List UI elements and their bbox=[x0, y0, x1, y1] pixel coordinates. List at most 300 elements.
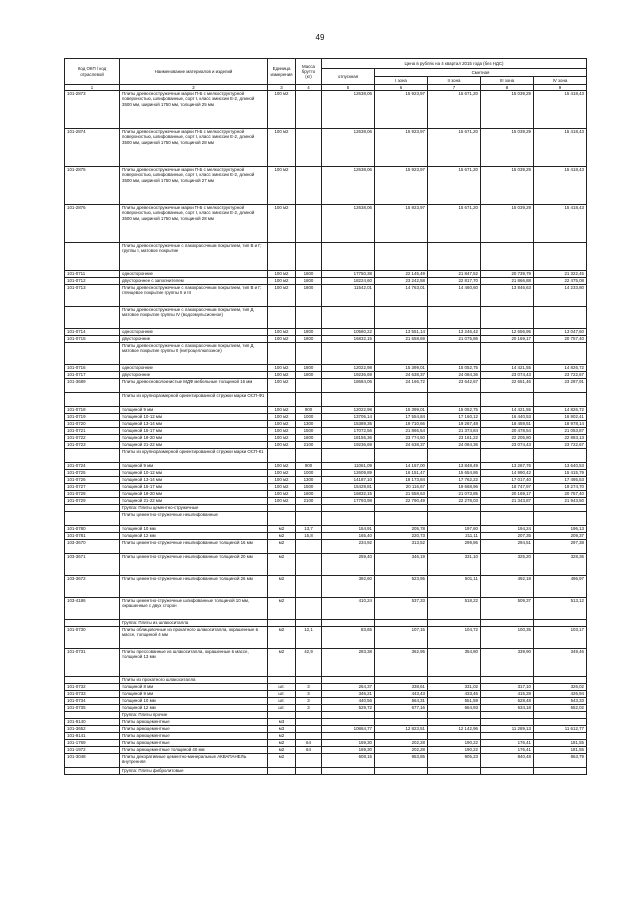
cell-name: Плиты армоцементные bbox=[120, 733, 268, 740]
cell-release: 12022,98 bbox=[322, 365, 375, 372]
cell-release: 16832,15 bbox=[322, 491, 375, 498]
cell-unit: шт. bbox=[268, 698, 296, 705]
cell-name: односторонние bbox=[120, 365, 268, 372]
cell-zone2 bbox=[428, 307, 481, 329]
cell-code: 101-0780 bbox=[65, 526, 120, 533]
table-row bbox=[65, 649, 587, 677]
cell-unit: 100 м2 bbox=[268, 278, 296, 285]
cell-unit: м2 bbox=[268, 733, 296, 740]
table-row bbox=[65, 754, 587, 768]
cell-zone3: 294,51 bbox=[481, 540, 534, 554]
cell-mass bbox=[296, 726, 322, 733]
cell-mass bbox=[296, 719, 322, 726]
cell-zone4: 23 722,67 bbox=[534, 372, 587, 379]
cell-mass: 1000 bbox=[296, 414, 322, 421]
cell-zone4 bbox=[534, 719, 587, 726]
cell-zone3: 15 039,29 bbox=[481, 129, 534, 167]
table-row bbox=[65, 712, 587, 719]
cell-unit bbox=[268, 393, 296, 407]
cell-release: 11542,01 bbox=[322, 285, 375, 307]
cell-zone1 bbox=[375, 733, 428, 740]
cell-release: 346,21 bbox=[322, 691, 375, 698]
cell-unit: 100 м2 bbox=[268, 285, 296, 307]
cell-mass bbox=[296, 243, 322, 271]
cell-unit: м3 bbox=[268, 726, 296, 733]
cell-zone2: 354,80 bbox=[428, 649, 481, 677]
cell-mass: 13,7 bbox=[296, 526, 322, 533]
cell-release: 440,56 bbox=[322, 698, 375, 705]
cell-unit: м2 bbox=[268, 747, 296, 754]
index-cell: 3 bbox=[268, 85, 296, 91]
cell-zone1: 677,16 bbox=[375, 705, 428, 712]
table-row bbox=[65, 477, 587, 484]
cell-zone3: 176,41 bbox=[481, 747, 534, 754]
cell-name: Плиты декоративные цементно-минеральные АКВАПАНЕЛЬ внутренняя bbox=[120, 754, 268, 768]
cell-release bbox=[322, 620, 375, 627]
cell-zone2: 13 246,42 bbox=[428, 329, 481, 336]
index-cell: 9 bbox=[534, 85, 587, 91]
cell-zone1: 15 923,97 bbox=[375, 205, 428, 243]
cell-zone3: 12 656,95 bbox=[481, 329, 534, 336]
cell-code: 101-0718 bbox=[65, 407, 120, 414]
cell-zone2: 17 762,22 bbox=[428, 477, 481, 484]
cell-mass: 1300 bbox=[296, 421, 322, 428]
cell-zone4: 18 978,14 bbox=[534, 421, 587, 428]
cell-code: 101-1769 bbox=[65, 740, 120, 747]
cell-unit: 100 м2 bbox=[268, 372, 296, 379]
cell-zone3: 176,41 bbox=[481, 740, 534, 747]
cell-zone1: 15 399,01 bbox=[375, 407, 428, 414]
cell-zone1: 24 638,37 bbox=[375, 442, 428, 449]
cell-code: 101-0721 bbox=[65, 428, 120, 435]
cell-mass bbox=[296, 733, 322, 740]
table-row bbox=[65, 733, 587, 740]
index-cell: 2 bbox=[120, 85, 268, 91]
cell-unit: м2 bbox=[268, 533, 296, 540]
cell-zone3 bbox=[481, 505, 534, 512]
cell-name: Плиты цементно-стружечные нешлифованные bbox=[120, 512, 268, 526]
cell-zone4: 15 418,43 bbox=[534, 91, 587, 129]
cell-zone1 bbox=[375, 512, 428, 526]
cell-zone3 bbox=[481, 719, 534, 726]
cell-release: 16832,15 bbox=[322, 336, 375, 343]
cell-release: 12609,89 bbox=[322, 470, 375, 477]
cell-mass bbox=[296, 205, 322, 243]
cell-code bbox=[65, 768, 120, 775]
cell-unit: шт. bbox=[268, 684, 296, 691]
cell-code: 101-0725 bbox=[65, 470, 120, 477]
cell-zone2: 12 142,96 bbox=[428, 726, 481, 733]
cell-zone4: 349,46 bbox=[534, 649, 587, 677]
cell-zone4: 652,02 bbox=[534, 705, 587, 712]
cell-zone4: 326,02 bbox=[534, 684, 587, 691]
cell-zone3 bbox=[481, 449, 534, 463]
cell-zone4: 103,17 bbox=[534, 627, 587, 649]
cell-zone3: 194,24 bbox=[481, 526, 534, 533]
cell-name: Плиты древесностружечные с лакокрасочным покрытием, тип В и Г, глянцевое покрытие группы II и III bbox=[120, 285, 268, 307]
cell-name: Плиты цементно-стружечные нешлифованные толщиной 26 мм bbox=[120, 576, 268, 598]
cell-zone3 bbox=[481, 768, 534, 775]
table-row bbox=[65, 719, 587, 726]
cell-unit: м2 bbox=[268, 598, 296, 620]
cell-name: толщиной 10-12 мм bbox=[120, 470, 268, 477]
cell-zone2: 331,02 bbox=[428, 684, 481, 691]
cell-code: 101-0732 bbox=[65, 684, 120, 691]
table-row bbox=[65, 329, 587, 336]
cell-zone1: 15 399,01 bbox=[375, 365, 428, 372]
cell-code: 101-0730 bbox=[65, 627, 120, 649]
cell-release bbox=[322, 243, 375, 271]
cell-zone3 bbox=[481, 393, 534, 407]
cell-zone4 bbox=[534, 449, 587, 463]
cell-name: Группа: Плиты цементно-стружечные bbox=[120, 505, 268, 512]
cell-release: 18155,36 bbox=[322, 435, 375, 442]
cell-name: толщиной 21-22 мм bbox=[120, 442, 268, 449]
cell-zone4 bbox=[534, 733, 587, 740]
cell-name: Плиты древесностружечные марки П-Б с мелкоструктурной поверхностью, шлифованные, сорт I, класс эмиссии Е-2, длиной 3500 мм, шириной 1750 мм, толщиной 25 мм bbox=[120, 91, 268, 129]
cell-code bbox=[65, 620, 120, 627]
cell-release bbox=[322, 768, 375, 775]
cell-name: Плиты древесностружечные марки П-Б с мелкоструктурной поверхностью, шлифованные, сорт I, класс эмиссии Е-2, длиной 3500 мм, шириной 1750 мм, толщиной 28 мм bbox=[120, 205, 268, 243]
cell-zone1: 202,28 bbox=[375, 747, 428, 754]
cell-code bbox=[65, 712, 120, 719]
col-unit: Единица измерения bbox=[268, 59, 296, 85]
cell-mass bbox=[296, 91, 322, 129]
table-row bbox=[65, 576, 587, 598]
index-cell: 4 bbox=[296, 85, 322, 91]
cell-unit bbox=[268, 512, 296, 526]
cell-code: 101-0726 bbox=[65, 477, 120, 484]
cell-release: 392,60 bbox=[322, 576, 375, 598]
table-row bbox=[65, 435, 587, 442]
cell-mass bbox=[296, 677, 322, 684]
cell-zone1 bbox=[375, 449, 428, 463]
col-estimate: Сметная bbox=[375, 69, 587, 77]
cell-zone4: 20 757,40 bbox=[534, 336, 587, 343]
cell-unit bbox=[268, 449, 296, 463]
cell-mass: 900 bbox=[296, 463, 322, 470]
table-row bbox=[65, 512, 587, 526]
cell-release: 169,30 bbox=[322, 747, 375, 754]
table-row bbox=[65, 428, 587, 435]
cell-zone2: 22 817,70 bbox=[428, 278, 481, 285]
cell-zone2: 22 278,03 bbox=[428, 498, 481, 505]
cell-zone4: 209,37 bbox=[534, 533, 587, 540]
cell-zone4: 543,33 bbox=[534, 698, 587, 705]
cell-code: 101-0735 bbox=[65, 705, 120, 712]
cell-unit: м3 bbox=[268, 719, 296, 726]
cell-unit: м2 bbox=[268, 754, 296, 768]
cell-zone1: 346,19 bbox=[375, 554, 428, 576]
cell-zone4: 496,97 bbox=[534, 576, 587, 598]
cell-zone1: 12 823,51 bbox=[375, 726, 428, 733]
cell-zone1: 22 790,49 bbox=[375, 498, 428, 505]
cell-zone4: 863,79 bbox=[534, 754, 587, 768]
cell-unit bbox=[268, 712, 296, 719]
page-number: 49 bbox=[315, 33, 325, 42]
cell-zone1: 107,15 bbox=[375, 627, 428, 649]
cell-mass: 3 bbox=[296, 698, 322, 705]
cell-name: односторонние bbox=[120, 271, 268, 278]
cell-zone2 bbox=[428, 733, 481, 740]
cell-unit: 100 м2 bbox=[268, 435, 296, 442]
cell-zone2: 15 052,75 bbox=[428, 365, 481, 372]
cell-zone3: 840,48 bbox=[481, 754, 534, 768]
cell-unit bbox=[268, 243, 296, 271]
cell-zone2: 197,60 bbox=[428, 526, 481, 533]
cell-zone2 bbox=[428, 243, 481, 271]
table-row bbox=[65, 533, 587, 540]
cell-zone3 bbox=[481, 620, 534, 627]
cell-zone2: 905,23 bbox=[428, 754, 481, 768]
table-row bbox=[65, 365, 587, 372]
cell-zone4: 15 418,43 bbox=[534, 129, 587, 167]
cell-name: односторонние bbox=[120, 329, 268, 336]
cell-zone4: 181,55 bbox=[534, 740, 587, 747]
cell-mass: 1300 bbox=[296, 477, 322, 484]
cell-code bbox=[65, 393, 120, 407]
table-row bbox=[65, 620, 587, 627]
cell-release: 283,38 bbox=[322, 649, 375, 677]
cell-zone1: 338,61 bbox=[375, 684, 428, 691]
cell-zone2: 518,22 bbox=[428, 598, 481, 620]
cell-unit: 100 м2 bbox=[268, 477, 296, 484]
cell-code: 101-0724 bbox=[65, 463, 120, 470]
cell-zone2 bbox=[428, 449, 481, 463]
cell-zone1: 20 116,67 bbox=[375, 484, 428, 491]
cell-release: 12638,06 bbox=[322, 129, 375, 167]
cell-unit: 100 м2 bbox=[268, 442, 296, 449]
cell-unit: 100 м2 bbox=[268, 470, 296, 477]
cell-code bbox=[65, 505, 120, 512]
cell-zone4: 16 902,41 bbox=[534, 414, 587, 421]
cell-mass: 2100 bbox=[296, 442, 322, 449]
cell-code: 101-0719 bbox=[65, 414, 120, 421]
cell-unit: шт. bbox=[268, 705, 296, 712]
cell-zone1: 21 558,69 bbox=[375, 336, 428, 343]
cell-mass bbox=[296, 129, 322, 167]
cell-unit: м2 bbox=[268, 740, 296, 747]
cell-zone3: 23 074,43 bbox=[481, 442, 534, 449]
cell-zone3: 339,90 bbox=[481, 649, 534, 677]
cell-name: Плиты древесностружечные марки П-Б с мелкоструктурной поверхностью, шлифованные, сорт I, класс эмиссии Е-2, длиной 3500 мм, шириной 1750 мм, толщиной 28 мм bbox=[120, 129, 268, 167]
cell-name: Плиты прессованные из шлакоситалла, окрашенные в массе, толщиной 13 мм bbox=[120, 649, 268, 677]
cell-zone4: 196,13 bbox=[534, 526, 587, 533]
cell-code: 101-2876 bbox=[65, 205, 120, 243]
cell-name: толщиной 12 мм bbox=[120, 705, 268, 712]
cell-mass bbox=[296, 712, 322, 719]
cell-mass bbox=[296, 768, 322, 775]
cell-unit: 100 м2 bbox=[268, 491, 296, 498]
cell-name: Плиты армоцементные толщиной 40 мм bbox=[120, 747, 268, 754]
cell-name: Плиты древесностружечные с лакокрасочным покрытием, тип В и Г, группы I, матовое покрытие bbox=[120, 243, 268, 271]
cell-zone2: 15 671,20 bbox=[428, 91, 481, 129]
cell-zone2: 15 654,86 bbox=[428, 470, 481, 477]
cell-zone4: 181,55 bbox=[534, 747, 587, 754]
cell-release: 17750,38 bbox=[322, 271, 375, 278]
cell-mass: 3 bbox=[296, 691, 322, 698]
cell-code: 101-1972 bbox=[65, 747, 120, 754]
cell-release: 10580,22 bbox=[322, 329, 375, 336]
cell-code: 101-0714 bbox=[65, 329, 120, 336]
cell-unit: 100 м2 bbox=[268, 484, 296, 491]
cell-release bbox=[322, 677, 375, 684]
table-row bbox=[65, 91, 587, 129]
cell-code: 101-2875 bbox=[65, 167, 120, 205]
cell-code: 101-0722 bbox=[65, 435, 120, 442]
cell-zone3 bbox=[481, 712, 534, 719]
cell-zone4: 426,94 bbox=[534, 691, 587, 698]
cell-zone1: 15 923,97 bbox=[375, 167, 428, 205]
cell-zone4 bbox=[534, 677, 587, 684]
cell-code: 101-3689 bbox=[65, 379, 120, 393]
cell-zone3: 16 440,53 bbox=[481, 414, 534, 421]
cell-unit bbox=[268, 307, 296, 329]
cell-mass bbox=[296, 167, 322, 205]
cell-zone1 bbox=[375, 677, 428, 684]
price-table bbox=[64, 58, 587, 775]
cell-zone2: 13 848,49 bbox=[428, 463, 481, 470]
cell-zone1: 202,28 bbox=[375, 740, 428, 747]
cell-zone2 bbox=[428, 712, 481, 719]
cell-unit: м2 bbox=[268, 526, 296, 533]
cell-zone2: 23 161,22 bbox=[428, 435, 481, 442]
cell-zone3: 415,28 bbox=[481, 691, 534, 698]
cell-zone1: 14 167,00 bbox=[375, 463, 428, 470]
cell-name: толщиной 8 мм bbox=[120, 684, 268, 691]
cell-zone3: 18 459,51 bbox=[481, 421, 534, 428]
cell-code: 101-3048 bbox=[65, 754, 120, 768]
cell-name: толщиной 9 мм bbox=[120, 691, 268, 698]
cell-zone4 bbox=[534, 712, 587, 719]
table-row bbox=[65, 505, 587, 512]
cell-name: Плиты из крупноразмерной ориентированной стружки марки ОСП-Ф1 bbox=[120, 393, 268, 407]
cell-release: 13706,14 bbox=[322, 414, 375, 421]
cell-release: 14187,10 bbox=[322, 477, 375, 484]
cell-release: 529,72 bbox=[322, 705, 375, 712]
cell-mass: 1800 bbox=[296, 365, 322, 372]
cell-release: 17072,56 bbox=[322, 428, 375, 435]
cell-release bbox=[322, 449, 375, 463]
cell-zone1: 23 774,50 bbox=[375, 435, 428, 442]
cell-code: 101-0728 bbox=[65, 491, 120, 498]
table-row bbox=[65, 271, 587, 278]
table-row bbox=[65, 449, 587, 463]
cell-zone2: 190,22 bbox=[428, 747, 481, 754]
cell-code bbox=[65, 512, 120, 526]
cell-zone1: 16 151,47 bbox=[375, 470, 428, 477]
cell-zone3: 317,10 bbox=[481, 684, 534, 691]
cell-mass bbox=[296, 505, 322, 512]
table-row bbox=[65, 379, 587, 393]
table-row bbox=[65, 336, 587, 343]
cell-name: толщиной 10-12 мм bbox=[120, 414, 268, 421]
cell-zone4: 15 415,79 bbox=[534, 470, 587, 477]
cell-zone4: 23 287,91 bbox=[534, 379, 587, 393]
cell-name: толщиной 9 мм bbox=[120, 463, 268, 470]
col-code: Код ОКП / код отраслевой bbox=[65, 59, 120, 85]
cell-release: 10864,77 bbox=[322, 726, 375, 733]
cell-unit: 100 м2 bbox=[268, 329, 296, 336]
cell-zone1: 523,95 bbox=[375, 576, 428, 598]
table-row bbox=[65, 372, 587, 379]
cell-mass: 15,8 bbox=[296, 533, 322, 540]
cell-zone4: 21 322,45 bbox=[534, 271, 587, 278]
cell-release: 169,30 bbox=[322, 740, 375, 747]
cell-name: двусторонние bbox=[120, 372, 268, 379]
col-name: Наименование материалов и изделий bbox=[120, 59, 268, 85]
cell-zone4: 11 612,77 bbox=[534, 726, 587, 733]
cell-mass: 2100 bbox=[296, 498, 322, 505]
col-zone1: I зона bbox=[375, 77, 428, 85]
cell-zone1: 22 145,49 bbox=[375, 271, 428, 278]
cell-zone1 bbox=[375, 505, 428, 512]
cell-zone1: 443,43 bbox=[375, 691, 428, 698]
table-row bbox=[65, 554, 587, 576]
cell-release bbox=[322, 505, 375, 512]
cell-code: 103-3671 bbox=[65, 554, 120, 576]
table-row bbox=[65, 705, 587, 712]
cell-mass: 1500 bbox=[296, 428, 322, 435]
table-row bbox=[65, 167, 587, 205]
table-row bbox=[65, 540, 587, 554]
cell-release: 154,91 bbox=[322, 526, 375, 533]
cell-mass: 64 bbox=[296, 740, 322, 747]
cell-zone3: 207,35 bbox=[481, 533, 534, 540]
cell-zone4 bbox=[534, 505, 587, 512]
cell-release bbox=[322, 307, 375, 329]
cell-zone3: 528,48 bbox=[481, 698, 534, 705]
cell-name: Плиты древесностружечные с лакокрасочным покрытием, тип Д матовое покрытие группы II (нитроцеллюлозное) bbox=[120, 343, 268, 365]
cell-zone3 bbox=[481, 733, 534, 740]
cell-zone4: 23 722,67 bbox=[534, 442, 587, 449]
cell-unit: 100 м2 bbox=[268, 463, 296, 470]
cell-zone4: 297,38 bbox=[534, 540, 587, 554]
cell-code bbox=[65, 243, 120, 271]
cell-mass bbox=[296, 598, 322, 620]
cell-zone3 bbox=[481, 512, 534, 526]
table-row bbox=[65, 768, 587, 775]
cell-zone3: 14 990,42 bbox=[481, 470, 534, 477]
cell-zone3 bbox=[481, 307, 534, 329]
cell-code: 103-4186 bbox=[65, 598, 120, 620]
cell-zone1: 24 166,72 bbox=[375, 379, 428, 393]
index-cell: 7 bbox=[428, 85, 481, 91]
cell-release bbox=[322, 393, 375, 407]
cell-unit: шт. bbox=[268, 691, 296, 698]
cell-name: двустороннее с заполнителем bbox=[120, 278, 268, 285]
cell-zone2 bbox=[428, 343, 481, 365]
cell-zone2 bbox=[428, 620, 481, 627]
cell-zone2: 24 084,36 bbox=[428, 442, 481, 449]
cell-code bbox=[65, 449, 120, 463]
cell-zone3: 14 421,55 bbox=[481, 407, 534, 414]
cell-name: Плиты армоцементные bbox=[120, 719, 268, 726]
cell-release: 12638,06 bbox=[322, 91, 375, 129]
cell-zone3 bbox=[481, 677, 534, 684]
cell-zone4 bbox=[534, 307, 587, 329]
cell-release: 83,65 bbox=[322, 627, 375, 649]
cell-zone2: 331,10 bbox=[428, 554, 481, 576]
cell-name: толщиной 10 мм bbox=[120, 698, 268, 705]
cell-code: 103-3670 bbox=[65, 540, 120, 554]
cell-name: Плиты древесностружечные марки П-Б с мелкоструктурной поверхностью, шлифованные, сорт I, класс эмиссии Е-2, длиной 3500 мм, шириной 1750 мм, толщиной 27 мм bbox=[120, 167, 268, 205]
cell-zone3: 23 074,43 bbox=[481, 372, 534, 379]
table-row bbox=[65, 393, 587, 407]
cell-code bbox=[65, 343, 120, 365]
cell-zone1: 17 554,84 bbox=[375, 414, 428, 421]
cell-release: 12638,06 bbox=[322, 167, 375, 205]
